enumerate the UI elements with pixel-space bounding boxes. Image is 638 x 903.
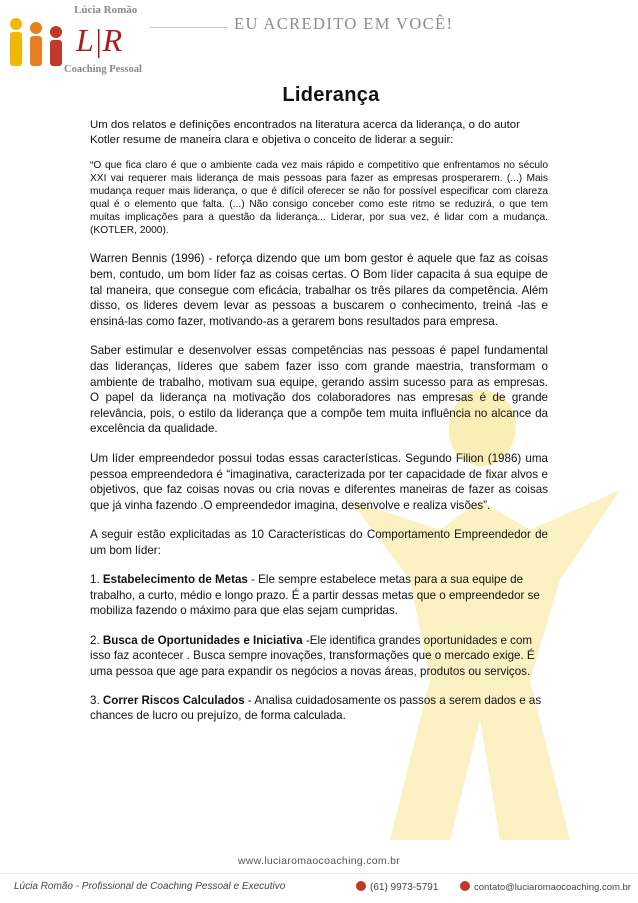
footer-phone (356, 881, 438, 893)
mail-icon (460, 881, 470, 891)
item-title: Correr Riscos Calculados (102, 693, 245, 707)
item-title: Busca de Oportunidades e Iniciativa (102, 633, 303, 647)
brand-logo (6, 4, 156, 80)
paragraph-competencias: Saber estimular e desenvolver essas competências nas pessoas é papel fundamental das lideranças, líderes que sabem fazer isso com grande maestria, transformam o ambiente de trabalho, motivam sua equipe, gerando assim sucesso para as empresas. O papel da liderança na motivação dos colaboradores nas empresas é de grande relevância, pois, o estilo da liderança que a compõe tem muita influência no alcance da excelência da qualidade. (90, 344, 548, 436)
footer-email[interactable] (460, 881, 631, 893)
page-header (0, 0, 638, 85)
logo-name: Lúcia Romão (74, 4, 138, 16)
paragraph-bennis: Warren Bennis (1996) - reforça dizendo que um bom gestor é aquele que faz as coisas bem, contudo, um bom líder faz as coisas certas. O Bom líder capacita á sua equipe de tal maneira, que consegue com eficácia, trabalhar os três pilares da competência. Além disso, os lideres devem levar as pessoas a buscarem o conhecimento, treiná -las e ensiná-las como fazer, motivando-as a gerarem bons resultados para empresa. (90, 252, 548, 328)
phone-icon (356, 881, 366, 891)
paragraph-caracteristicas: A seguir estão explicitadas as 10 Características do Comportamento Empreendedor de um bom líder: (90, 528, 548, 557)
logo-subtitle: Coaching Pessoal (64, 64, 142, 75)
header-tagline: EU ACREDITO EM VOCÊ! (234, 14, 454, 33)
phone-number: (61) 9973-5791 (370, 882, 439, 893)
item-number: 1. (90, 573, 103, 587)
footer-credit: Lúcia Romão - Profissional de Coaching Pessoal e Executivo (14, 881, 286, 892)
list-item (90, 633, 548, 679)
item-title: Estabelecimento de Metas (102, 573, 248, 587)
item-text: - Ele sempre estabelece metas para a sua equipe de trabalho, a curto, médio e longo prazo. É a partir dessas metas que o empreendedor se mobiliza fazendo o máximo para que elas sejam cumpridas. (90, 573, 540, 618)
item-text: -Ele identifica grandes oportunidades e com isso faz acontecer . Busca sempre inovações, transformações que o mercado exige. É uma pessoa que age para expandir os negócios a novas áreas, produtos ou serviços. (90, 633, 535, 678)
kotler-quote: “O que fica claro é que o ambiente cada vez mais rápido e competitivo que enfrentamos no século XXI vai requerer mais liderança de mais pessoas para fazer as empresas prosperarem. (...) Mais mudança requer mais liderança, o que é difícil oferecer se não for possível especificar com clareza qual é o elemento que falta. (...) Não consigo conceber como este ritmo se reduzirá, o que tem muitas implicações para a questão da liderança... Liderar, por sua vez, é lidar com a mudança. (KOTLER, 2000). (90, 159, 548, 237)
list-item (90, 693, 548, 724)
footer-website[interactable]: www.luciaromaocoaching.com.br (237, 855, 401, 867)
paragraph-filion: Um líder empreendedor possui todas essas características. Segundo Filion (1986) uma pessoa empreendedora é “imaginativa, caracterizada por ter capacidade de fixar alvos e objetivos, que faz coisas novas ou cria novas e diferentes maneiras de fazer as coisas que já vinha fazendo .O empreendedor imagina, desenvolve e realiza visões”. (90, 451, 548, 512)
document-body (90, 80, 548, 724)
header-divider (150, 27, 228, 28)
item-number: 2. (90, 633, 103, 647)
intro-paragraph: Um dos relatos e definições encontrados na literatura acerca da liderança, o do autor Kotler resume de maneira clara e objetiva o conceito de liderar a seguir: (90, 119, 520, 147)
list-item (90, 572, 548, 618)
page-footer (0, 873, 638, 896)
item-text: - Analisa cuidadosamente os passos a serem dados e as chances de lucro ou prejuízo, de forma calculada. (90, 693, 542, 723)
email-address: contato@luciaromaocoaching.com.br (474, 882, 631, 893)
logo-monogram: L|R (76, 22, 123, 58)
page-title: Liderança (282, 84, 380, 106)
item-number: 3. (90, 693, 103, 707)
